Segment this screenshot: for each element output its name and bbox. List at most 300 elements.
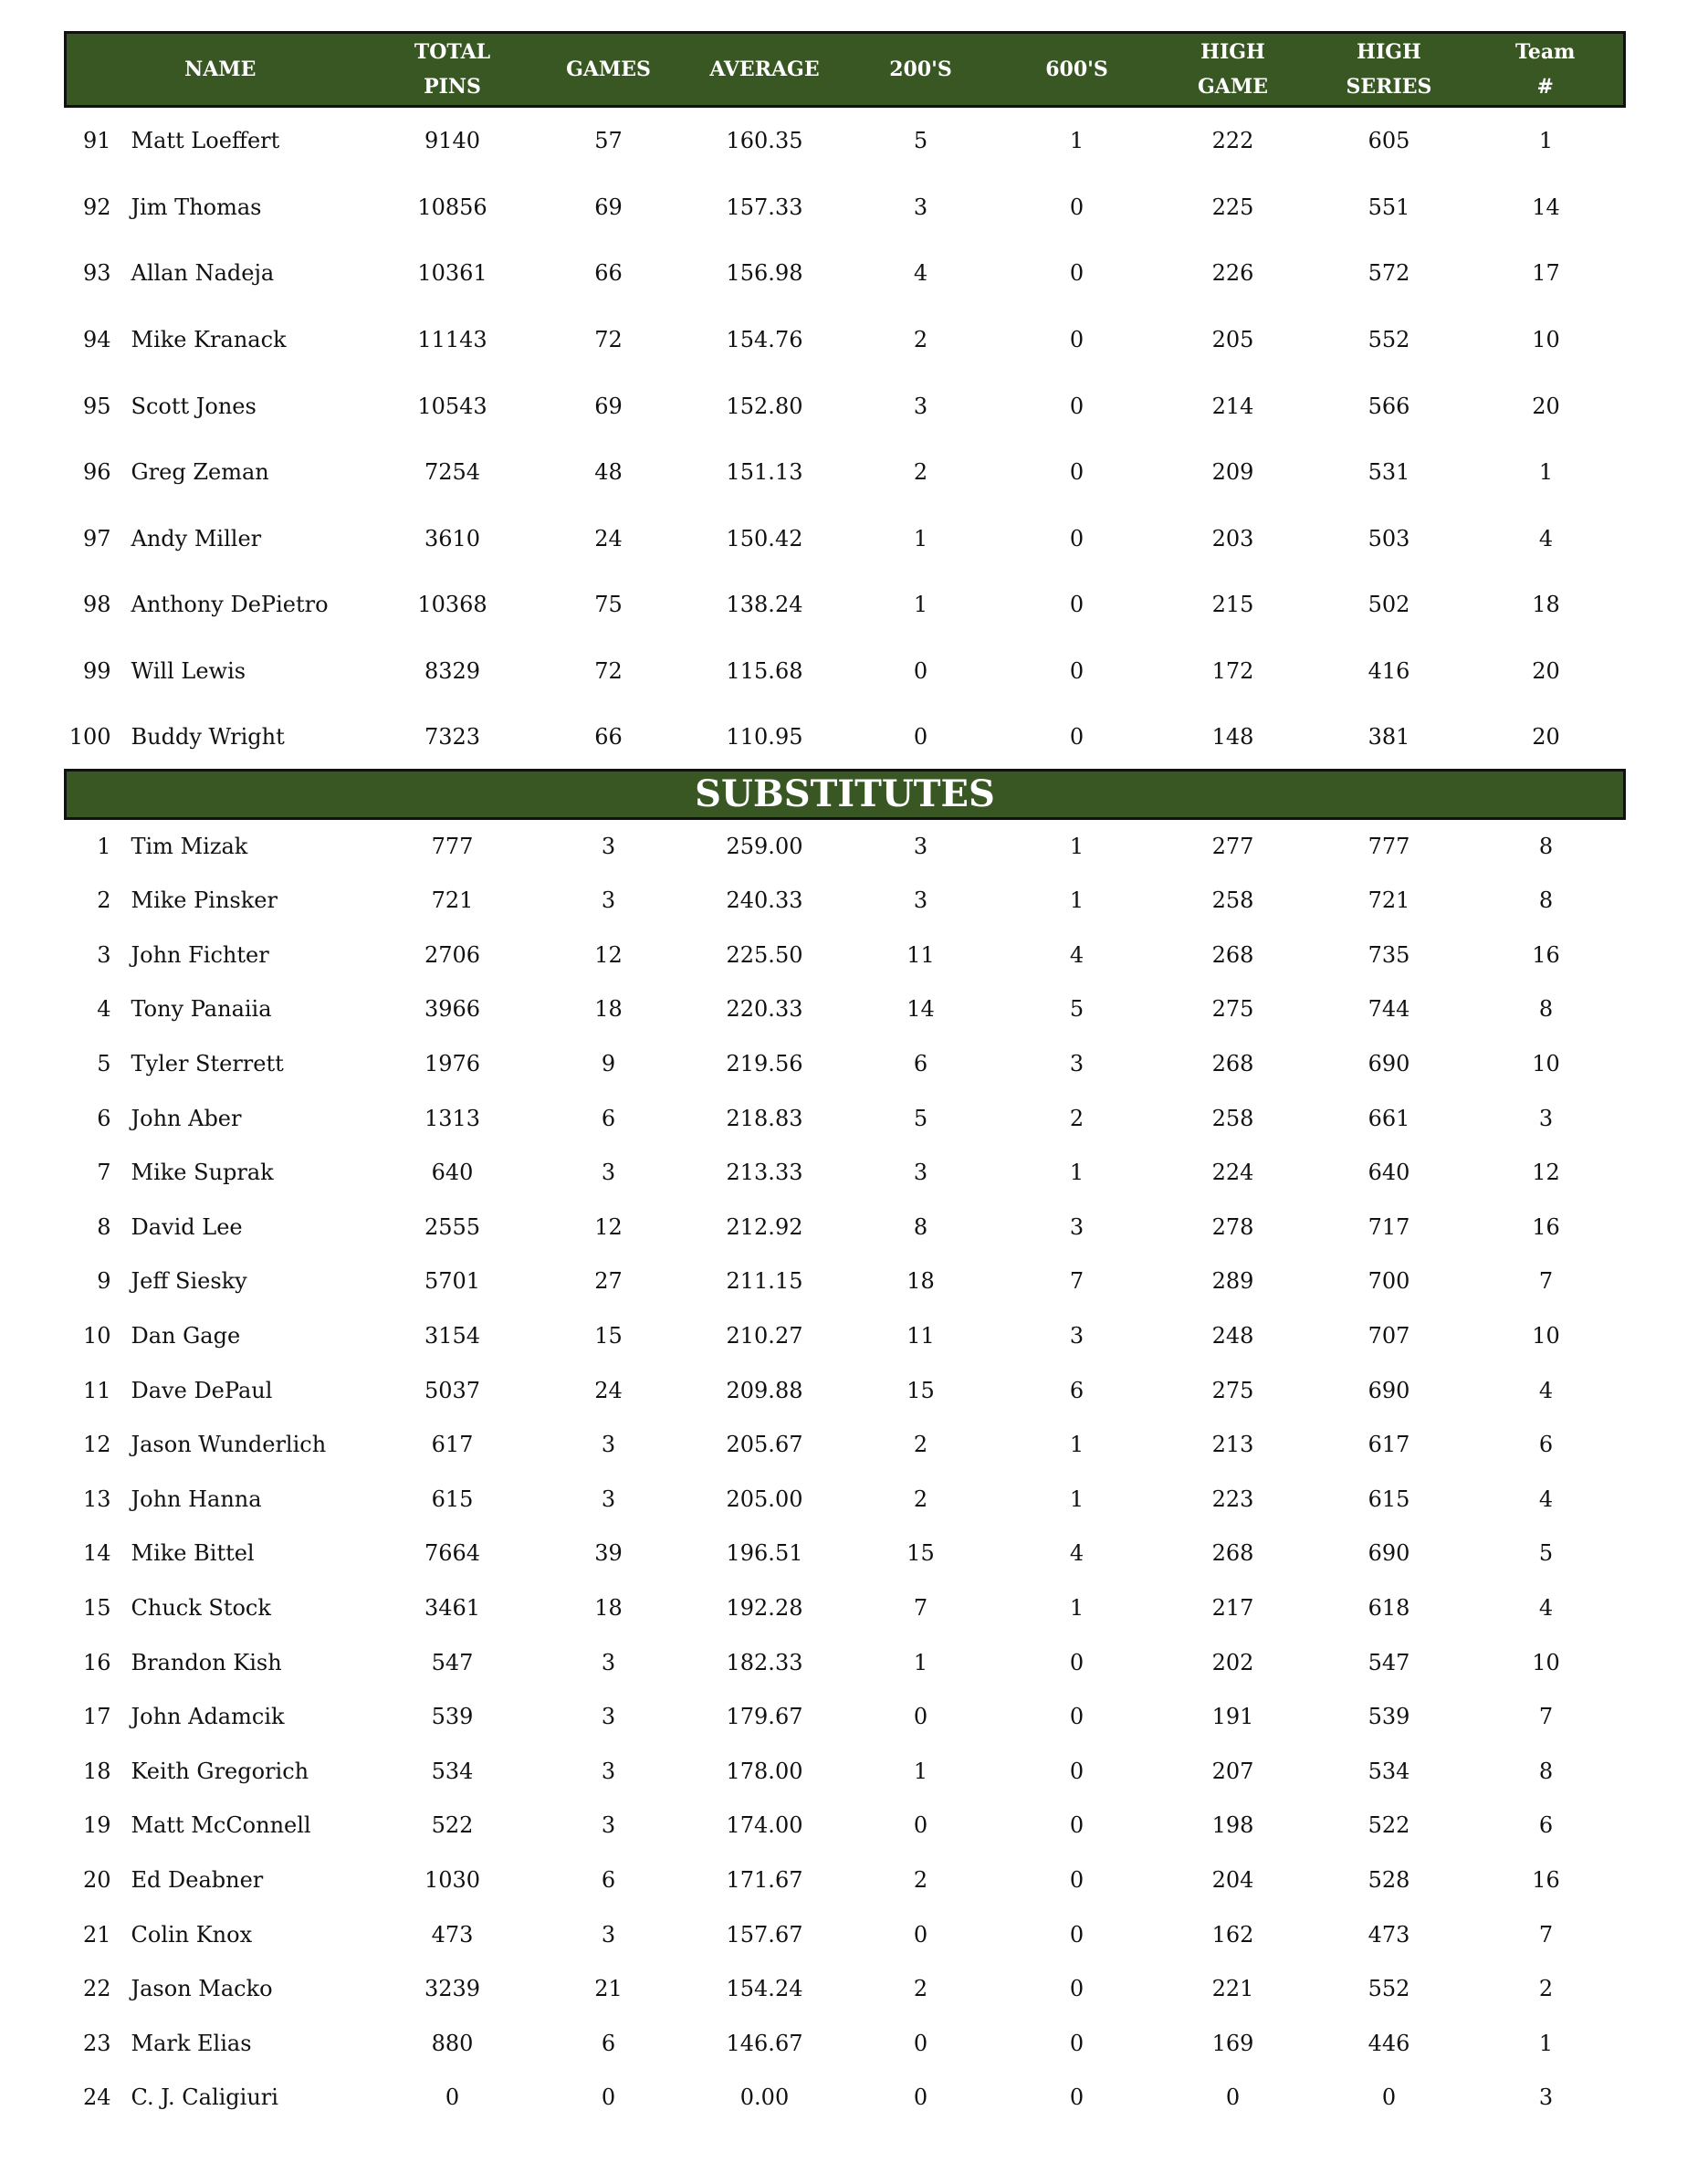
- cell-team: 7: [1538, 1921, 1554, 1948]
- table-row: [66, 439, 1625, 506]
- cell-name: Jim Thomas: [131, 194, 262, 220]
- cell-high-game: 221: [1211, 1976, 1254, 2002]
- cell-high-series: 0: [1381, 2084, 1397, 2111]
- cell-200s: 1: [913, 1758, 928, 1784]
- cell-rank: 21: [82, 1921, 111, 1948]
- table-row: [66, 873, 1625, 928]
- standings-sheet: [64, 31, 1623, 2125]
- cell-200s: 2: [913, 1486, 928, 1512]
- table-row: [66, 704, 1625, 771]
- cell-games: 6: [601, 2030, 616, 2056]
- cell-total-pins: 10543: [417, 393, 487, 419]
- cell-high-series: 617: [1367, 1432, 1410, 1458]
- cell-team: 8: [1538, 887, 1554, 914]
- cell-total-pins: 3461: [424, 1594, 481, 1621]
- cell-rank: 100: [68, 723, 111, 750]
- cell-high-game: 207: [1211, 1758, 1254, 1784]
- cell-600s: 0: [1069, 525, 1084, 551]
- cell-rank: 12: [82, 1432, 111, 1458]
- cell-rank: 1: [97, 834, 111, 860]
- cell-name: Matt Loeffert: [131, 128, 280, 154]
- cell-200s: 2: [913, 459, 928, 486]
- cell-rank: 97: [82, 525, 111, 551]
- cell-team: 5: [1538, 1540, 1554, 1567]
- cell-200s: 2: [913, 1432, 928, 1458]
- cell-rank: 99: [82, 657, 111, 684]
- cell-high-game: 198: [1211, 1812, 1254, 1839]
- cell-average: 0.00: [739, 2084, 790, 2111]
- cell-team: 6: [1538, 1432, 1554, 1458]
- cell-team: 4: [1538, 1594, 1554, 1621]
- cell-games: 15: [594, 1322, 623, 1349]
- cell-rank: 4: [97, 996, 111, 1023]
- cell-600s: 0: [1069, 393, 1084, 419]
- cell-team: 16: [1532, 941, 1560, 968]
- cell-games: 3: [601, 1758, 616, 1784]
- cell-team: 20: [1532, 723, 1560, 750]
- cell-total-pins: 10361: [417, 260, 487, 287]
- cell-high-series: 502: [1367, 592, 1410, 618]
- cell-600s: 0: [1069, 1704, 1084, 1730]
- cell-average: 240.33: [726, 887, 803, 914]
- cell-name: Mike Suprak: [131, 1160, 274, 1186]
- cell-600s: 0: [1069, 1866, 1084, 1893]
- cell-high-game: 289: [1211, 1268, 1254, 1295]
- cell-600s: 1: [1069, 1486, 1084, 1512]
- cell-high-series: 552: [1367, 1976, 1410, 2002]
- cell-average: 213.33: [726, 1160, 803, 1186]
- table-row: [66, 107, 1625, 174]
- cell-600s: 0: [1069, 1649, 1084, 1675]
- cell-name: Ed Deabner: [131, 1866, 264, 1893]
- table-row: [66, 1363, 1625, 1418]
- cell-600s: 3: [1069, 1213, 1084, 1240]
- cell-high-game: 275: [1211, 996, 1254, 1023]
- table-row: [66, 982, 1625, 1037]
- cell-name: Tyler Sterrett: [131, 1051, 284, 1077]
- cell-games: 3: [601, 1812, 616, 1839]
- cell-200s: 0: [913, 1812, 928, 1839]
- cell-600s: 0: [1069, 1758, 1084, 1784]
- table-row: [66, 240, 1625, 307]
- cell-200s: 3: [913, 393, 928, 419]
- cell-600s: 0: [1069, 1921, 1084, 1948]
- cell-200s: 3: [913, 887, 928, 914]
- cell-200s: 8: [913, 1213, 928, 1240]
- cell-rank: 96: [82, 459, 111, 486]
- cell-games: 3: [601, 1432, 616, 1458]
- cell-name: Mike Bittel: [131, 1540, 255, 1567]
- cell-high-series: 605: [1367, 128, 1410, 154]
- cell-team: 20: [1532, 393, 1560, 419]
- cell-team: 4: [1538, 525, 1554, 551]
- cell-high-series: 503: [1367, 525, 1410, 551]
- cell-team: 16: [1532, 1213, 1560, 1240]
- cell-total-pins: 8329: [424, 657, 481, 684]
- cell-high-game: 278: [1211, 1213, 1254, 1240]
- header-name: NAME: [66, 33, 374, 107]
- cell-rank: 20: [82, 1866, 111, 1893]
- cell-200s: 0: [913, 2084, 928, 2111]
- cell-name: Buddy Wright: [131, 723, 285, 750]
- cell-games: 72: [594, 326, 623, 352]
- cell-team: 3: [1538, 2084, 1554, 2111]
- table-row: [66, 819, 1625, 874]
- cell-high-series: 547: [1367, 1649, 1410, 1675]
- cell-name: Anthony DePietro: [131, 592, 329, 618]
- cell-rank: 95: [82, 393, 111, 419]
- cell-rank: 92: [82, 194, 111, 220]
- cell-team: 10: [1532, 1051, 1560, 1077]
- cell-total-pins: 0: [445, 2084, 460, 2111]
- cell-high-series: 416: [1367, 657, 1410, 684]
- main-rows: [66, 107, 1625, 771]
- cell-team: 7: [1538, 1704, 1554, 1730]
- cell-name: Chuck Stock: [131, 1594, 271, 1621]
- cell-high-game: 275: [1211, 1377, 1254, 1403]
- table-row: [66, 2071, 1625, 2126]
- cell-name: Will Lewis: [131, 657, 246, 684]
- header-row: [66, 33, 1625, 107]
- cell-200s: 1: [913, 1649, 928, 1675]
- cell-200s: 0: [913, 657, 928, 684]
- cell-average: 192.28: [726, 1594, 803, 1621]
- cell-600s: 4: [1069, 941, 1084, 968]
- cell-rank: 22: [82, 1976, 111, 2002]
- cell-600s: 1: [1069, 887, 1084, 914]
- cell-200s: 7: [913, 1594, 928, 1621]
- cell-games: 6: [601, 1105, 616, 1131]
- substitutes-title: SUBSTITUTES: [66, 771, 1625, 819]
- cell-team: 16: [1532, 1866, 1560, 1893]
- cell-name: Andy Miller: [131, 525, 262, 551]
- cell-average: 152.80: [726, 393, 803, 419]
- cell-team: 12: [1532, 1160, 1560, 1186]
- cell-rank: 7: [97, 1160, 111, 1186]
- cell-high-game: 268: [1211, 941, 1254, 968]
- cell-200s: 2: [913, 1866, 928, 1893]
- cell-200s: 3: [913, 194, 928, 220]
- cell-team: 4: [1538, 1486, 1554, 1512]
- cell-high-game: 203: [1211, 525, 1254, 551]
- cell-average: 182.33: [726, 1649, 803, 1675]
- substitute-rows: [66, 819, 1625, 2125]
- cell-team: 7: [1538, 1268, 1554, 1295]
- table-row: [66, 1580, 1625, 1635]
- cell-name: Tim Mizak: [131, 834, 248, 860]
- cell-high-series: 572: [1367, 260, 1410, 287]
- cell-rank: 17: [82, 1704, 111, 1730]
- header-200s: 200'S: [844, 33, 999, 107]
- cell-rank: 9: [97, 1268, 111, 1295]
- cell-high-series: 552: [1367, 326, 1410, 352]
- cell-total-pins: 11143: [417, 326, 487, 352]
- cell-600s: 0: [1069, 657, 1084, 684]
- cell-600s: 0: [1069, 1976, 1084, 2002]
- cell-200s: 1: [913, 592, 928, 618]
- cell-600s: 0: [1069, 592, 1084, 618]
- cell-team: 10: [1532, 326, 1560, 352]
- cell-high-series: 690: [1367, 1540, 1410, 1567]
- cell-high-series: 539: [1367, 1704, 1410, 1730]
- table-row: [66, 505, 1625, 572]
- cell-high-game: 214: [1211, 393, 1254, 419]
- cell-average: 110.95: [726, 723, 803, 750]
- cell-high-game: 191: [1211, 1704, 1254, 1730]
- cell-average: 205.67: [726, 1432, 803, 1458]
- cell-name: John Adamcik: [131, 1704, 285, 1730]
- cell-games: 0: [601, 2084, 616, 2111]
- cell-name: Allan Nadeja: [131, 260, 275, 287]
- cell-200s: 2: [913, 326, 928, 352]
- cell-total-pins: 3239: [424, 1976, 481, 2002]
- cell-team: 17: [1532, 260, 1560, 287]
- cell-total-pins: 10368: [417, 592, 487, 618]
- table-row: [66, 1961, 1625, 2016]
- cell-high-series: 717: [1367, 1213, 1410, 1240]
- cell-high-game: 148: [1211, 723, 1254, 750]
- cell-team: 8: [1538, 1758, 1554, 1784]
- cell-high-game: 224: [1211, 1160, 1254, 1186]
- cell-games: 69: [594, 194, 623, 220]
- cell-average: 156.98: [726, 260, 803, 287]
- cell-high-series: 446: [1367, 2030, 1410, 2056]
- cell-games: 48: [594, 459, 623, 486]
- cell-600s: 3: [1069, 1322, 1084, 1349]
- cell-team: 1: [1538, 2030, 1554, 2056]
- cell-high-series: 661: [1367, 1105, 1410, 1131]
- cell-600s: 0: [1069, 326, 1084, 352]
- cell-total-pins: 10856: [417, 194, 487, 220]
- table-row: [66, 174, 1625, 241]
- cell-team: 6: [1538, 1812, 1554, 1839]
- cell-average: 157.67: [726, 1921, 803, 1948]
- cell-200s: 2: [913, 1976, 928, 2002]
- cell-total-pins: 3154: [424, 1322, 481, 1349]
- cell-average: 220.33: [726, 996, 803, 1023]
- cell-name: Mark Elias: [131, 2030, 252, 2056]
- cell-games: 12: [594, 941, 623, 968]
- cell-200s: 0: [913, 1921, 928, 1948]
- cell-team: 10: [1532, 1649, 1560, 1675]
- cell-200s: 1: [913, 525, 928, 551]
- table-row: [66, 1145, 1625, 1200]
- table-row: [66, 2016, 1625, 2071]
- cell-name: Dan Gage: [131, 1322, 241, 1349]
- cell-games: 3: [601, 1649, 616, 1675]
- cell-total-pins: 7254: [424, 459, 481, 486]
- cell-name: Tony Panaiia: [131, 996, 272, 1023]
- table-row: [66, 1853, 1625, 1907]
- cell-high-game: 217: [1211, 1594, 1254, 1621]
- cell-average: 160.35: [726, 128, 803, 154]
- cell-200s: 5: [913, 128, 928, 154]
- cell-name: Mike Kranack: [131, 326, 287, 352]
- cell-high-game: 169: [1211, 2030, 1254, 2056]
- cell-team: 20: [1532, 657, 1560, 684]
- cell-200s: 0: [913, 723, 928, 750]
- cell-games: 39: [594, 1540, 623, 1567]
- cell-average: 171.67: [726, 1866, 803, 1893]
- cell-200s: 11: [906, 941, 935, 968]
- table-row: [66, 1036, 1625, 1091]
- cell-rank: 16: [82, 1649, 111, 1675]
- cell-600s: 0: [1069, 2084, 1084, 2111]
- cell-rank: 24: [82, 2084, 111, 2111]
- cell-games: 3: [601, 1921, 616, 1948]
- cell-high-game: 0: [1225, 2084, 1241, 2111]
- cell-rank: 93: [82, 260, 111, 287]
- table-row: [66, 572, 1625, 638]
- cell-high-game: 225: [1211, 194, 1254, 220]
- cell-total-pins: 617: [431, 1432, 474, 1458]
- cell-games: 3: [601, 1160, 616, 1186]
- cell-total-pins: 5037: [424, 1377, 481, 1403]
- cell-team: 1: [1538, 128, 1554, 154]
- cell-total-pins: 721: [431, 887, 474, 914]
- cell-high-series: 528: [1367, 1866, 1410, 1893]
- cell-name: John Aber: [131, 1105, 242, 1131]
- cell-600s: 6: [1069, 1377, 1084, 1403]
- table-row: [66, 1417, 1625, 1472]
- cell-games: 24: [594, 525, 623, 551]
- table-row: [66, 1255, 1625, 1309]
- cell-name: Mike Pinsker: [131, 887, 278, 914]
- header-average: AVERAGE: [686, 33, 844, 107]
- cell-high-series: 534: [1367, 1758, 1410, 1784]
- cell-600s: 4: [1069, 1540, 1084, 1567]
- cell-high-game: 172: [1211, 657, 1254, 684]
- cell-200s: 5: [913, 1105, 928, 1131]
- table-row: [66, 307, 1625, 373]
- cell-high-game: 258: [1211, 887, 1254, 914]
- cell-name: Dave DePaul: [131, 1377, 273, 1403]
- cell-high-series: 640: [1367, 1160, 1410, 1186]
- cell-name: C. J. Caligiuri: [131, 2084, 278, 2111]
- cell-total-pins: 539: [431, 1704, 474, 1730]
- cell-team: 4: [1538, 1377, 1554, 1403]
- cell-games: 3: [601, 834, 616, 860]
- cell-high-game: 162: [1211, 1921, 1254, 1948]
- cell-rank: 6: [97, 1105, 111, 1131]
- cell-200s: 18: [906, 1268, 935, 1295]
- table-row: [66, 373, 1625, 439]
- cell-total-pins: 615: [431, 1486, 474, 1512]
- cell-games: 3: [601, 1486, 616, 1512]
- cell-total-pins: 9140: [424, 128, 481, 154]
- cell-team: 8: [1538, 996, 1554, 1023]
- cell-high-game: 258: [1211, 1105, 1254, 1131]
- cell-rank: 18: [82, 1758, 111, 1784]
- cell-team: 3: [1538, 1105, 1554, 1131]
- cell-name: Scott Jones: [131, 393, 257, 419]
- cell-rank: 23: [82, 2030, 111, 2056]
- cell-high-series: 615: [1367, 1486, 1410, 1512]
- cell-games: 18: [594, 996, 623, 1023]
- cell-high-game: 213: [1211, 1432, 1254, 1458]
- cell-600s: 1: [1069, 1432, 1084, 1458]
- table-row: [66, 1308, 1625, 1363]
- cell-team: 8: [1538, 834, 1554, 860]
- cell-600s: 7: [1069, 1268, 1084, 1295]
- cell-600s: 0: [1069, 723, 1084, 750]
- cell-games: 24: [594, 1377, 623, 1403]
- cell-average: 174.00: [726, 1812, 803, 1839]
- header-600s: 600'S: [999, 33, 1156, 107]
- cell-total-pins: 522: [431, 1812, 474, 1839]
- cell-average: 209.88: [726, 1377, 803, 1403]
- cell-600s: 1: [1069, 1160, 1084, 1186]
- cell-team: 1: [1538, 459, 1554, 486]
- cell-rank: 14: [82, 1540, 111, 1567]
- cell-high-game: 248: [1211, 1322, 1254, 1349]
- cell-200s: 3: [913, 1160, 928, 1186]
- cell-high-game: 202: [1211, 1649, 1254, 1675]
- cell-team: 10: [1532, 1322, 1560, 1349]
- cell-rank: 13: [82, 1486, 111, 1512]
- cell-high-game: 205: [1211, 326, 1254, 352]
- cell-name: John Fichter: [131, 941, 269, 968]
- cell-games: 75: [594, 592, 623, 618]
- cell-200s: 0: [913, 2030, 928, 2056]
- cell-games: 3: [601, 887, 616, 914]
- cell-games: 69: [594, 393, 623, 419]
- cell-average: 210.27: [726, 1322, 803, 1349]
- cell-average: 146.67: [726, 2030, 803, 2056]
- cell-name: Jason Macko: [131, 1976, 273, 2002]
- cell-200s: 14: [906, 996, 935, 1023]
- cell-600s: 1: [1069, 1594, 1084, 1621]
- cell-rank: 3: [97, 941, 111, 968]
- substitutes-banner: [66, 771, 1625, 819]
- cell-average: 151.13: [726, 459, 803, 486]
- cell-total-pins: 7664: [424, 1540, 481, 1567]
- cell-rank: 15: [82, 1594, 111, 1621]
- cell-total-pins: 1313: [424, 1105, 481, 1131]
- cell-rank: 91: [82, 128, 111, 154]
- cell-total-pins: 880: [431, 2030, 474, 2056]
- cell-high-series: 551: [1367, 194, 1410, 220]
- cell-total-pins: 1030: [424, 1866, 481, 1893]
- cell-games: 6: [601, 1866, 616, 1893]
- cell-average: 178.00: [726, 1758, 803, 1784]
- cell-average: 211.15: [726, 1268, 803, 1295]
- table-row: [66, 1799, 1625, 1853]
- cell-600s: 0: [1069, 459, 1084, 486]
- cell-games: 12: [594, 1213, 623, 1240]
- cell-200s: 4: [913, 260, 928, 287]
- cell-average: 154.24: [726, 1976, 803, 2002]
- cell-total-pins: 777: [431, 834, 474, 860]
- cell-games: 18: [594, 1594, 623, 1621]
- cell-high-series: 566: [1367, 393, 1410, 419]
- cell-600s: 1: [1069, 128, 1084, 154]
- cell-total-pins: 534: [431, 1758, 474, 1784]
- cell-total-pins: 3610: [424, 525, 481, 551]
- cell-total-pins: 547: [431, 1649, 474, 1675]
- cell-high-series: 690: [1367, 1377, 1410, 1403]
- table-row: [66, 1744, 1625, 1799]
- cell-200s: 6: [913, 1051, 928, 1077]
- cell-average: 115.68: [726, 657, 803, 684]
- cell-total-pins: 2555: [424, 1213, 481, 1240]
- header-high-game: HIGH GAME: [1156, 33, 1311, 107]
- cell-games: 9: [601, 1051, 616, 1077]
- cell-high-series: 531: [1367, 459, 1410, 486]
- table-row: [66, 1689, 1625, 1744]
- cell-games: 72: [594, 657, 623, 684]
- cell-average: 138.24: [726, 592, 803, 618]
